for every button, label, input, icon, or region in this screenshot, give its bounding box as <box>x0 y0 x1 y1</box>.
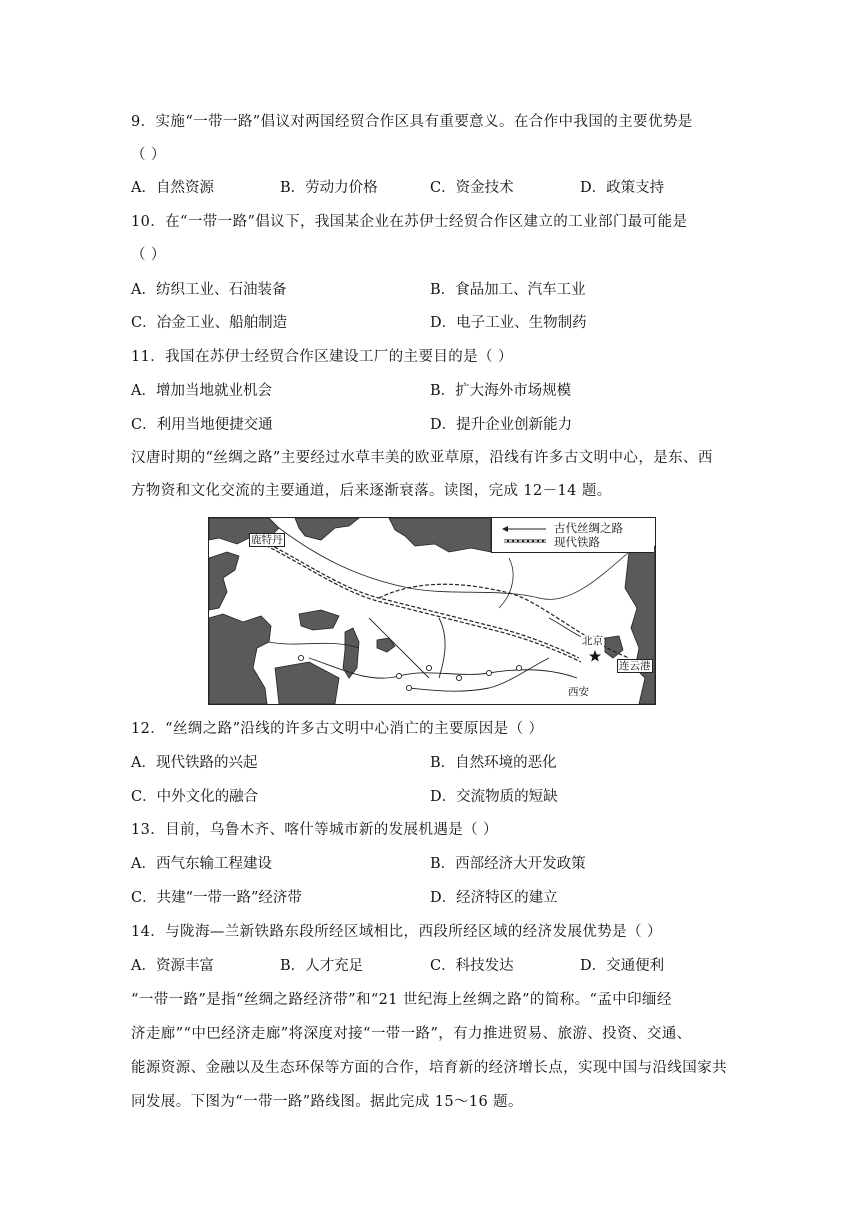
q12-option-b: B．自然环境的恶化 <box>430 755 557 771</box>
q13-option-d: D．经济特区的建立 <box>430 890 558 906</box>
legend-modern-railway: 现代铁路 <box>554 535 600 549</box>
q14-stem: 14．与陇海—兰新铁路东段所经区域相比，西段所经区域的经济发展优势是（ ） <box>131 924 662 940</box>
q11-option-c: C．利用当地便捷交通 <box>131 417 273 433</box>
land-russia-north <box>295 518 359 540</box>
city-label-xian: 西安 <box>568 686 589 698</box>
q10-option-c: C．冶金工业、船舶制造 <box>131 315 288 331</box>
passage1-line2: 方物资和文化交流的主要通道，后来逐渐衰落。读图，完成 12－14 题。 <box>131 483 612 499</box>
passage2-line2: 济走廊”“中巴经济走廊”将深度对接“一带一路”，有力推进贸易、旅游、投资、交通、 <box>131 1026 692 1042</box>
q10-answer-paren: （ ） <box>131 247 166 263</box>
beijing-star-icon <box>589 650 601 662</box>
q11-option-a: A．增加当地就业机会 <box>131 383 272 399</box>
map-legend <box>491 518 654 553</box>
land-europe-west <box>209 552 239 610</box>
land-iberia-africa <box>209 614 271 704</box>
q9-option-c: C．资金技术 <box>430 180 514 196</box>
passage1-line1: 汉唐时期的“丝绸之路”主要经过水草丰美的欧亚草原，沿线有许多古文明中心，是东、西 <box>131 450 713 466</box>
q11-option-d: D．提升企业创新能力 <box>430 417 573 433</box>
passage2-line4: 同发展。下图为“一带一路”路线图。据此完成 15～16 题。 <box>131 1094 523 1110</box>
q14-option-a: A．资源丰富 <box>131 958 214 974</box>
legend-symbols <box>500 524 550 548</box>
q12-option-c: C．中外文化的融合 <box>131 789 259 805</box>
city-label-lianyungang: 连云港 <box>619 660 651 672</box>
q14-option-b: B．人才充足 <box>280 958 364 974</box>
q10-option-d: D．电子工业、生物制药 <box>430 315 587 331</box>
land-aral <box>377 638 395 652</box>
q14-option-d: D．交通便利 <box>580 958 665 974</box>
passage2-line1: “一带一路”是指“丝绸之路经济带”和“21 世纪海上丝绸之路”的简称。“孟中印缅经 <box>131 992 672 1008</box>
q12-stem: 12．“丝绸之路”沿线的许多古文明中心消亡的主要原因是（ ） <box>131 721 544 737</box>
city-label-rotterdam: 鹿特丹 <box>251 534 283 546</box>
q12-option-d: D．交流物质的短缺 <box>430 789 558 805</box>
q11-stem: 11．我国在苏伊士经贸合作区建设工厂的主要目的是（ ） <box>131 349 513 365</box>
land-caspian <box>343 628 359 678</box>
q9-answer-paren: （ ） <box>131 147 166 163</box>
q9-option-d: D．政策支持 <box>580 180 665 196</box>
q12-option-a: A．现代铁路的兴起 <box>131 755 258 771</box>
land-arctic <box>389 518 491 552</box>
land-arabia <box>275 662 339 704</box>
q9-stem: 9．实施“一带一路”倡议对两国经贸合作区具有重要意义。在合作中我国的主要优势是 <box>131 114 693 130</box>
q10-option-b: B．食品加工、汽车工业 <box>430 282 586 298</box>
q14-option-c: C．科技发达 <box>430 958 514 974</box>
q13-stem: 13．目前，乌鲁木齐、喀什等城市新的发展机遇是（ ） <box>131 822 498 838</box>
legend-ancient-silk-road: 古代丝绸之路 <box>554 521 623 535</box>
land-east-asia <box>625 546 655 704</box>
q13-option-c: C．共建“一带一路”经济带 <box>131 890 302 906</box>
silk-road-map <box>208 517 656 705</box>
q9-option-b: B．劳动力价格 <box>280 180 378 196</box>
q9-option-a: A．自然资源 <box>131 180 214 196</box>
q10-option-a: A．纺织工业、石油装备 <box>131 282 287 298</box>
land-anatolia <box>299 610 339 630</box>
passage2-line3: 能源资源、金融以及生态环保等方面的合作，培育新的经济增长点，实现中国与沿线国家共 <box>131 1060 727 1076</box>
q13-option-b: B．西部经济大开发政策 <box>430 856 586 872</box>
city-label-beijing: 北京 <box>582 635 603 647</box>
q11-option-b: B．扩大海外市场规模 <box>430 383 572 399</box>
q13-option-a: A．西气东输工程建设 <box>131 856 272 872</box>
q10-stem: 10．在“一带一路”倡议下，我国某企业在苏伊士经贸合作区建立的工业部门最可能是 <box>131 214 688 230</box>
